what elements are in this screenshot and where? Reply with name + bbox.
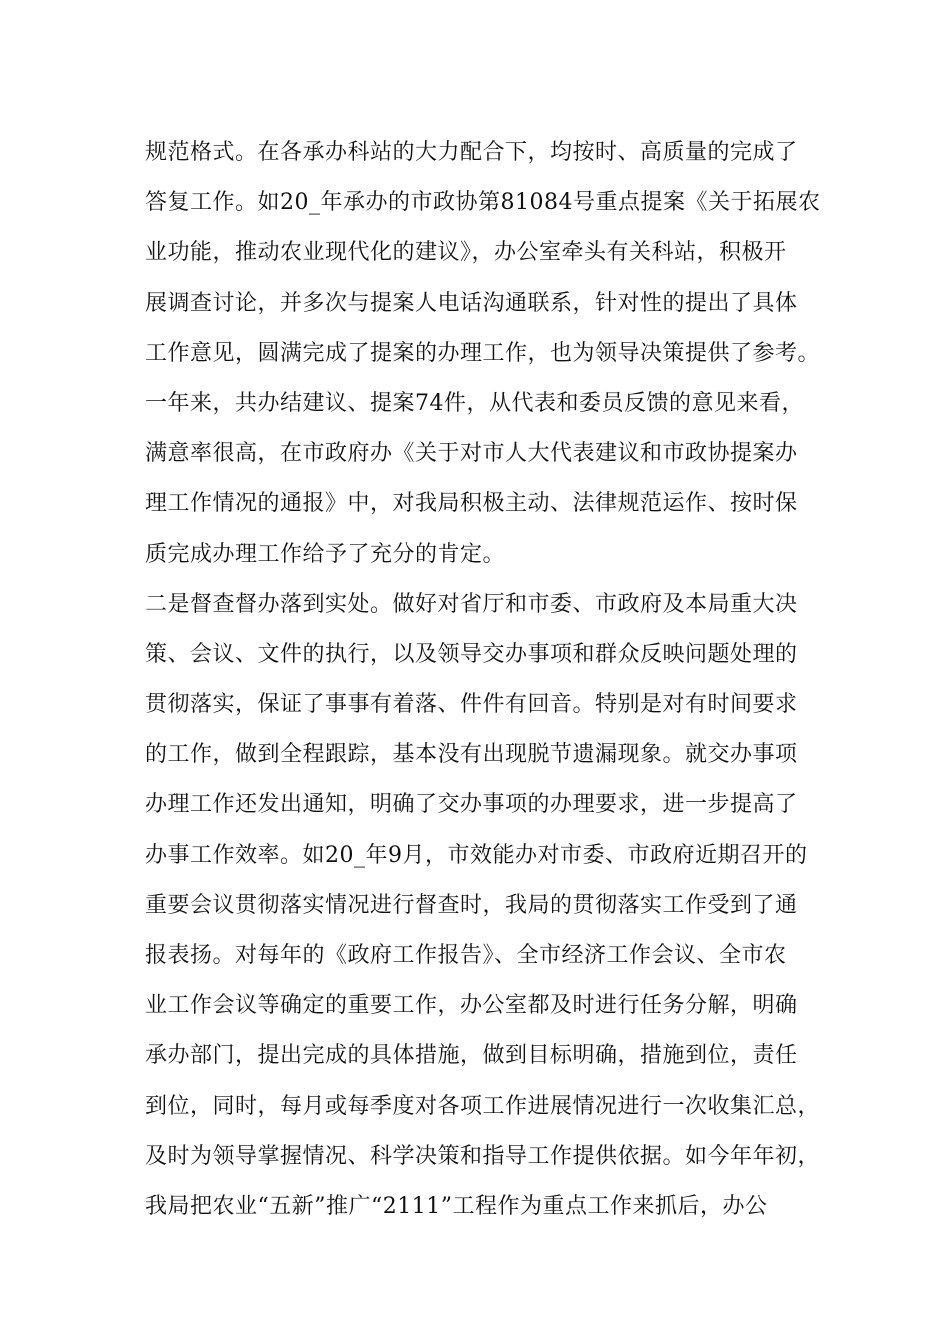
text-line: 答复工作。如20_年承办的市政协第81084号重点提案《关于拓展农 xyxy=(145,190,821,216)
text-line: 二是督查督办落到实处。做好对省厅和市委、市政府及本局重大决 xyxy=(145,591,798,617)
text-line: 展调查讨论，并多次与提案人电话沟通联系，针对性的提出了具体 xyxy=(145,290,798,316)
text-line: 办理工作还发出通知，明确了交办事项的办理要求，进一步提高了 xyxy=(145,792,798,818)
text-line: 理工作情况的通报》中，对我局积极主动、法律规范运作、按时保 xyxy=(145,491,798,517)
text-line: 策、会议、文件的执行，以及领导交办事项和群众反映问题处理的 xyxy=(145,641,798,667)
text-line: 到位，同时，每月或每季度对各项工作进展情况进行一次收集汇总， xyxy=(145,1093,821,1119)
text-line: 业工作会议等确定的重要工作，办公室都及时进行任务分解，明确 xyxy=(145,993,798,1019)
text-line: 重要会议贯彻落实情况进行督查时，我局的贯彻落实工作受到了通 xyxy=(145,892,798,918)
text-line: 贯彻落实，保证了事事有着落、件件有回音。特别是对有时间要求 xyxy=(145,692,798,718)
text-line: 承办部门，提出完成的具体措施，做到目标明确，措施到位，责任 xyxy=(145,1043,798,1069)
text-line: 规范格式。在各承办科站的大力配合下，均按时、高质量的完成了 xyxy=(145,140,798,165)
text-line: 业功能，推动农业现代化的建议》，办公室牵头有关科站，积极开 xyxy=(145,240,787,266)
body-text xyxy=(145,128,825,1232)
text-line: 我局把农业“五新”推广“2111”工程作为重点工作来抓后，办公 xyxy=(145,1193,768,1219)
text-line: 办事工作效率。如20_年9月，市效能办对市委、市政府近期召开的 xyxy=(145,842,808,868)
text-line: 满意率很高，在市政府办《关于对市人大代表建议和市政协提案办 xyxy=(145,441,798,467)
text-line: 一年来，共办结建议、提案74件，从代表和委员反馈的意见来看， xyxy=(145,390,804,416)
text-line: 工作意见，圆满完成了提案的办理工作，也为领导决策提供了参考。 xyxy=(145,340,821,366)
text-line: 报表扬。对每年的《政府工作报告》、全市经济工作会议、全市农 xyxy=(145,943,787,968)
text-line: 的工作，做到全程跟踪，基本没有出现脱节遗漏现象。就交办事项 xyxy=(145,742,798,768)
text-line: 及时为领导掌握情况、科学决策和指导工作提供依据。如今年年初， xyxy=(145,1143,821,1169)
text-line: 质完成办理工作给予了充分的肯定。 xyxy=(145,541,506,567)
